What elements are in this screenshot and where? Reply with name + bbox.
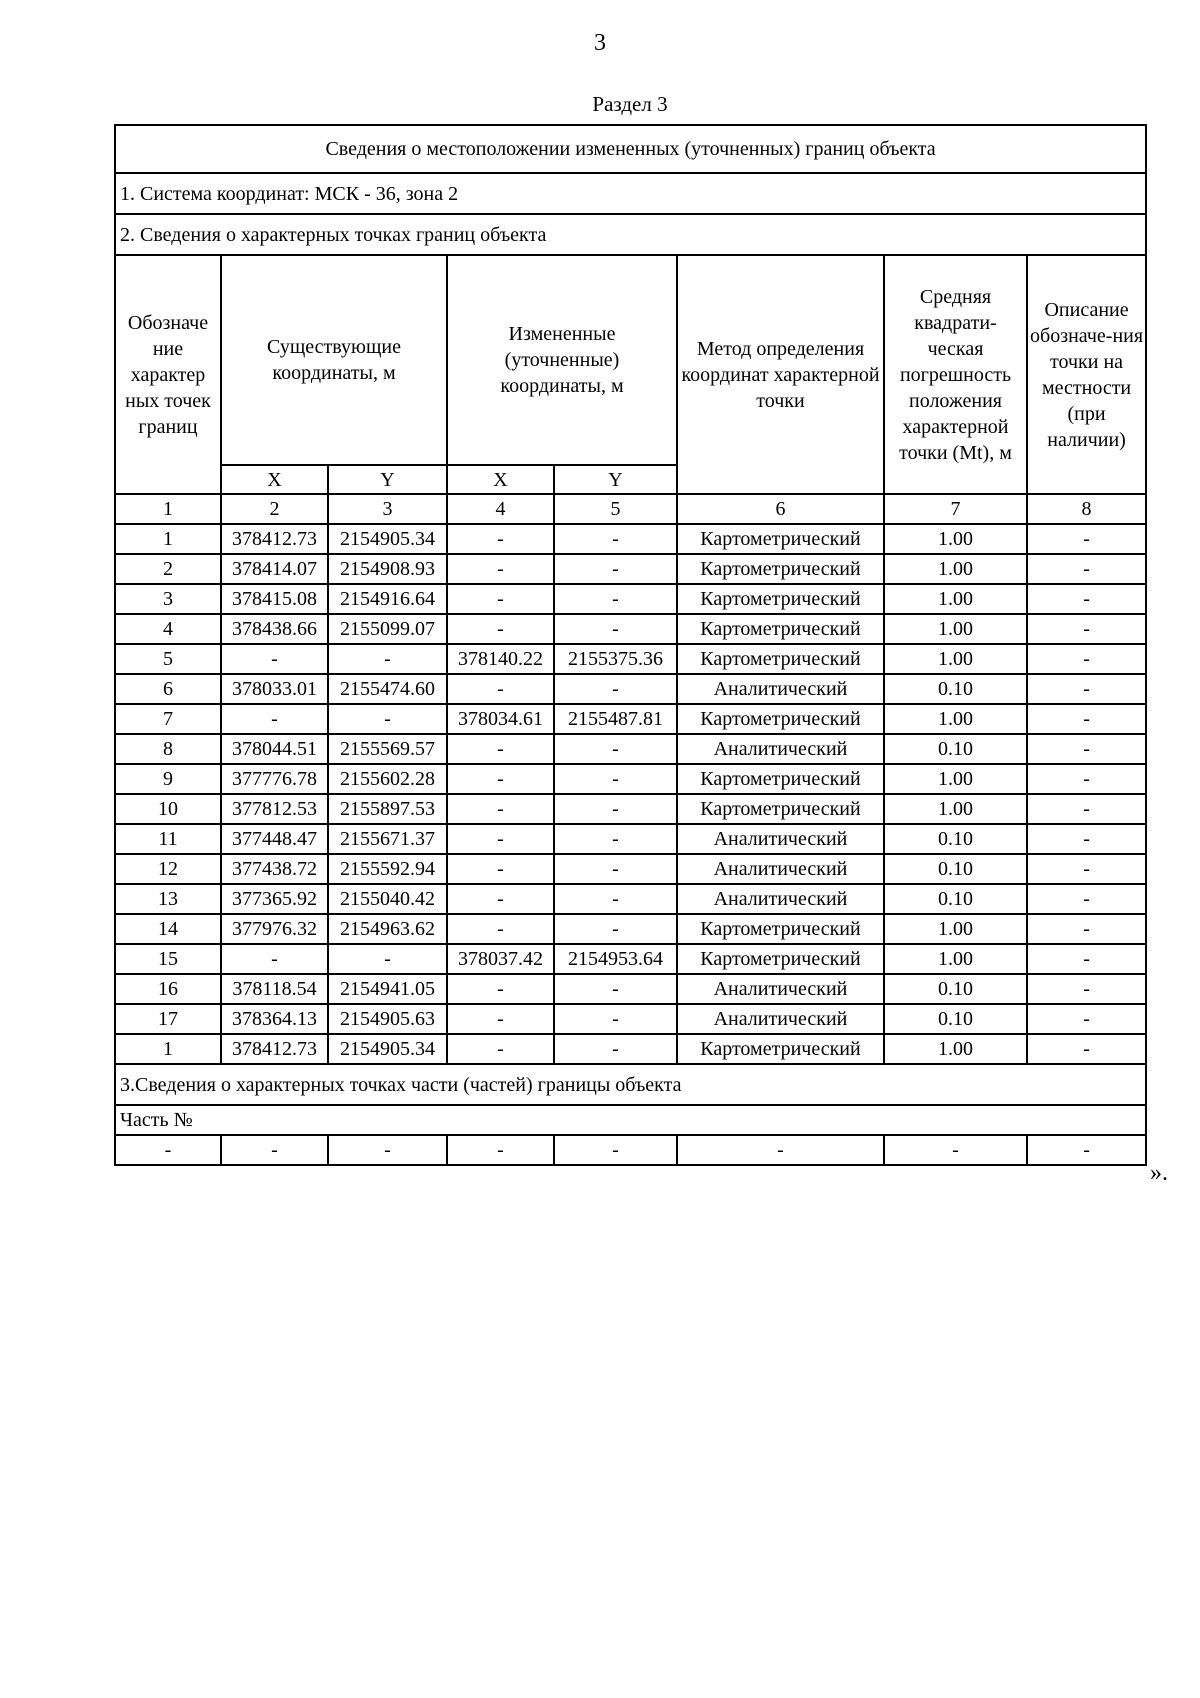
table-row (115, 584, 1146, 614)
accuracy-cell: 1.00 (884, 644, 1027, 674)
description-cell: - (1027, 764, 1146, 794)
changed-y-cell: - (554, 854, 677, 884)
method-cell: Аналитический (677, 824, 884, 854)
changed-y-cell: - (554, 824, 677, 854)
table-row (115, 704, 1146, 734)
existing-y-cell: 2155671.37 (328, 824, 447, 854)
existing-y-cell: 2154963.62 (328, 914, 447, 944)
existing-x-cell: 378044.51 (221, 734, 328, 764)
changed-x-cell: - (447, 764, 554, 794)
existing-x-cell: 377365.92 (221, 884, 328, 914)
point-number-cell: 2 (115, 554, 221, 584)
changed-x-cell: - (447, 794, 554, 824)
description-cell: - (1027, 1004, 1146, 1034)
method-cell: Картометрический (677, 644, 884, 674)
accuracy-cell: 0.10 (884, 1004, 1027, 1034)
part-cell: - (884, 1135, 1027, 1165)
description-cell: - (1027, 644, 1146, 674)
point-number-cell: 3 (115, 584, 221, 614)
point-number-cell: 6 (115, 674, 221, 704)
method-cell: Картометрический (677, 614, 884, 644)
changed-y-cell: - (554, 764, 677, 794)
existing-y-cell: 2155569.57 (328, 734, 447, 764)
accuracy-cell: 1.00 (884, 704, 1027, 734)
changed-y-cell: - (554, 794, 677, 824)
column-number: 2 (221, 494, 328, 524)
part-cell: - (221, 1135, 328, 1165)
method-cell: Картометрический (677, 944, 884, 974)
method-cell: Картометрический (677, 704, 884, 734)
table-title: Сведения о местоположении измененных (уточненных) границ объекта (115, 125, 1146, 173)
accuracy-cell: 0.10 (884, 824, 1027, 854)
existing-y-cell: 2154908.93 (328, 554, 447, 584)
point-number-cell: 4 (115, 614, 221, 644)
part-cell: - (447, 1135, 554, 1165)
point-number-cell: 12 (115, 854, 221, 884)
existing-y-cell: 2154941.05 (328, 974, 447, 1004)
changed-x-cell: - (447, 974, 554, 1004)
point-number-cell: 1 (115, 524, 221, 554)
method-cell: Картометрический (677, 1034, 884, 1064)
existing-y-cell: 2154905.34 (328, 1034, 447, 1064)
description-cell: - (1027, 974, 1146, 1004)
existing-x-cell: 378412.73 (221, 1034, 328, 1064)
point-number-cell: 5 (115, 644, 221, 674)
existing-x-cell: - (221, 704, 328, 734)
existing-x-cell: 377976.32 (221, 914, 328, 944)
header-changed-coords: Измененные (уточненные) координаты, м (447, 255, 677, 465)
table-row (115, 914, 1146, 944)
changed-x-cell: - (447, 524, 554, 554)
changed-y-cell: - (554, 1034, 677, 1064)
description-cell: - (1027, 584, 1146, 614)
header-changed-x: X (447, 465, 554, 494)
existing-y-cell: 2154905.63 (328, 1004, 447, 1034)
table-row (115, 734, 1146, 764)
page-number: 3 (594, 30, 606, 56)
existing-y-cell: 2155592.94 (328, 854, 447, 884)
existing-y-cell: 2155897.53 (328, 794, 447, 824)
changed-y-cell: - (554, 584, 677, 614)
accuracy-cell: 1.00 (884, 554, 1027, 584)
changed-x-cell: - (447, 584, 554, 614)
header-method: Метод определения координат характерной точки (677, 255, 884, 494)
changed-y-cell: - (554, 914, 677, 944)
accuracy-cell: 0.10 (884, 884, 1027, 914)
existing-y-cell: - (328, 644, 447, 674)
part-label: Часть № (115, 1105, 1146, 1135)
changed-y-cell: - (554, 734, 677, 764)
method-cell: Аналитический (677, 854, 884, 884)
existing-y-cell: - (328, 704, 447, 734)
column-number: 7 (884, 494, 1027, 524)
changed-y-cell: - (554, 674, 677, 704)
changed-y-cell: - (554, 1004, 677, 1034)
description-cell: - (1027, 1034, 1146, 1064)
points-heading: 2. Сведения о характерных точках границ объекта (115, 214, 1146, 255)
method-cell: Аналитический (677, 884, 884, 914)
existing-x-cell: 377812.53 (221, 794, 328, 824)
header-existing-coords: Существующие координаты, м (221, 255, 447, 465)
method-cell: Аналитический (677, 734, 884, 764)
existing-x-cell: - (221, 944, 328, 974)
part-cell: - (115, 1135, 221, 1165)
part-cell: - (554, 1135, 677, 1165)
point-number-cell: 7 (115, 704, 221, 734)
method-cell: Аналитический (677, 1004, 884, 1034)
changed-x-cell: 378034.61 (447, 704, 554, 734)
point-number-cell: 14 (115, 914, 221, 944)
changed-x-cell: - (447, 1004, 554, 1034)
changed-y-cell: - (554, 614, 677, 644)
point-number-cell: 15 (115, 944, 221, 974)
method-cell: Аналитический (677, 674, 884, 704)
point-number-cell: 17 (115, 1004, 221, 1034)
changed-x-cell: - (447, 614, 554, 644)
part-cell: - (328, 1135, 447, 1165)
existing-x-cell: 378412.73 (221, 524, 328, 554)
changed-y-cell: - (554, 974, 677, 1004)
header-changed-y: Y (554, 465, 677, 494)
description-cell: - (1027, 914, 1146, 944)
existing-x-cell: - (221, 644, 328, 674)
changed-y-cell: - (554, 884, 677, 914)
column-number: 4 (447, 494, 554, 524)
closing-quote-mark: ». (1150, 1160, 1168, 1186)
description-cell: - (1027, 794, 1146, 824)
section-label: Раздел 3 (592, 92, 668, 116)
table-row (115, 1034, 1146, 1064)
method-cell: Картометрический (677, 584, 884, 614)
changed-x-cell: - (447, 674, 554, 704)
point-number-cell: 8 (115, 734, 221, 764)
description-cell: - (1027, 524, 1146, 554)
description-cell: - (1027, 674, 1146, 704)
existing-x-cell: 378438.66 (221, 614, 328, 644)
column-number: 5 (554, 494, 677, 524)
point-number-cell: 16 (115, 974, 221, 1004)
method-cell: Картометрический (677, 554, 884, 584)
changed-y-cell: 2155487.81 (554, 704, 677, 734)
table-row (115, 794, 1146, 824)
existing-y-cell: 2155474.60 (328, 674, 447, 704)
method-cell: Аналитический (677, 974, 884, 1004)
table-row (115, 884, 1146, 914)
changed-x-cell: - (447, 914, 554, 944)
accuracy-cell: 0.10 (884, 974, 1027, 1004)
column-number: 8 (1027, 494, 1146, 524)
method-cell: Картометрический (677, 764, 884, 794)
point-number-cell: 1 (115, 1034, 221, 1064)
point-number-cell: 9 (115, 764, 221, 794)
method-cell: Картометрический (677, 914, 884, 944)
existing-x-cell: 378364.13 (221, 1004, 328, 1034)
table-row (115, 944, 1146, 974)
point-number-cell: 13 (115, 884, 221, 914)
method-cell: Картометрический (677, 524, 884, 554)
header-point: Обозначе ние характер ных точек границ (115, 255, 221, 494)
accuracy-cell: 0.10 (884, 734, 1027, 764)
accuracy-cell: 1.00 (884, 944, 1027, 974)
existing-y-cell: 2155099.07 (328, 614, 447, 644)
accuracy-cell: 0.10 (884, 674, 1027, 704)
changed-y-cell: - (554, 524, 677, 554)
description-cell: - (1027, 734, 1146, 764)
description-cell: - (1027, 554, 1146, 584)
accuracy-cell: 1.00 (884, 794, 1027, 824)
accuracy-cell: 1.00 (884, 914, 1027, 944)
changed-y-cell: 2154953.64 (554, 944, 677, 974)
column-number: 1 (115, 494, 221, 524)
existing-x-cell: 377448.47 (221, 824, 328, 854)
part-cell: - (1027, 1135, 1146, 1165)
table-row (115, 674, 1146, 704)
table-row (115, 854, 1146, 884)
existing-x-cell: 377776.78 (221, 764, 328, 794)
header-existing-x: X (221, 465, 328, 494)
existing-y-cell: 2154905.34 (328, 524, 447, 554)
changed-x-cell: - (447, 884, 554, 914)
description-cell: - (1027, 884, 1146, 914)
point-number-cell: 11 (115, 824, 221, 854)
table-row (115, 614, 1146, 644)
changed-y-cell: 2155375.36 (554, 644, 677, 674)
accuracy-cell: 1.00 (884, 614, 1027, 644)
boundary-points-table (114, 124, 1147, 1166)
changed-x-cell: 378037.42 (447, 944, 554, 974)
coordinate-system: 1. Система координат: МСК - 36, зона 2 (115, 173, 1146, 214)
point-number-cell: 10 (115, 794, 221, 824)
changed-x-cell: 378140.22 (447, 644, 554, 674)
column-number-row (115, 494, 1146, 524)
table-row (115, 974, 1146, 1004)
part-row (115, 1135, 1146, 1165)
existing-x-cell: 378415.08 (221, 584, 328, 614)
table-row (115, 524, 1146, 554)
header-existing-y: Y (328, 465, 447, 494)
existing-y-cell: - (328, 944, 447, 974)
accuracy-cell: 1.00 (884, 584, 1027, 614)
column-number: 6 (677, 494, 884, 524)
existing-x-cell: 377438.72 (221, 854, 328, 884)
existing-x-cell: 378118.54 (221, 974, 328, 1004)
existing-x-cell: 378414.07 (221, 554, 328, 584)
existing-x-cell: 378033.01 (221, 674, 328, 704)
table-row (115, 644, 1146, 674)
description-cell: - (1027, 614, 1146, 644)
accuracy-cell: 1.00 (884, 1034, 1027, 1064)
description-cell: - (1027, 824, 1146, 854)
changed-x-cell: - (447, 854, 554, 884)
header-description: Описание обозначе-ния точки на местности (при наличии) (1027, 255, 1146, 494)
table-row (115, 1004, 1146, 1034)
existing-y-cell: 2155602.28 (328, 764, 447, 794)
changed-x-cell: - (447, 734, 554, 764)
changed-x-cell: - (447, 1034, 554, 1064)
header-accuracy: Средняя квадрати-ческая погрешность положения характерной точки (Mt), м (884, 255, 1027, 494)
part-cell: - (677, 1135, 884, 1165)
table-row (115, 554, 1146, 584)
description-cell: - (1027, 944, 1146, 974)
column-number: 3 (328, 494, 447, 524)
parts-heading: 3.Сведения о характерных точках части (частей) границы объекта (115, 1064, 1146, 1105)
accuracy-cell: 1.00 (884, 524, 1027, 554)
accuracy-cell: 1.00 (884, 764, 1027, 794)
accuracy-cell: 0.10 (884, 854, 1027, 884)
description-cell: - (1027, 854, 1146, 884)
changed-x-cell: - (447, 824, 554, 854)
description-cell: - (1027, 704, 1146, 734)
table-row (115, 824, 1146, 854)
changed-y-cell: - (554, 554, 677, 584)
existing-y-cell: 2155040.42 (328, 884, 447, 914)
changed-x-cell: - (447, 554, 554, 584)
existing-y-cell: 2154916.64 (328, 584, 447, 614)
method-cell: Картометрический (677, 794, 884, 824)
table-row (115, 764, 1146, 794)
